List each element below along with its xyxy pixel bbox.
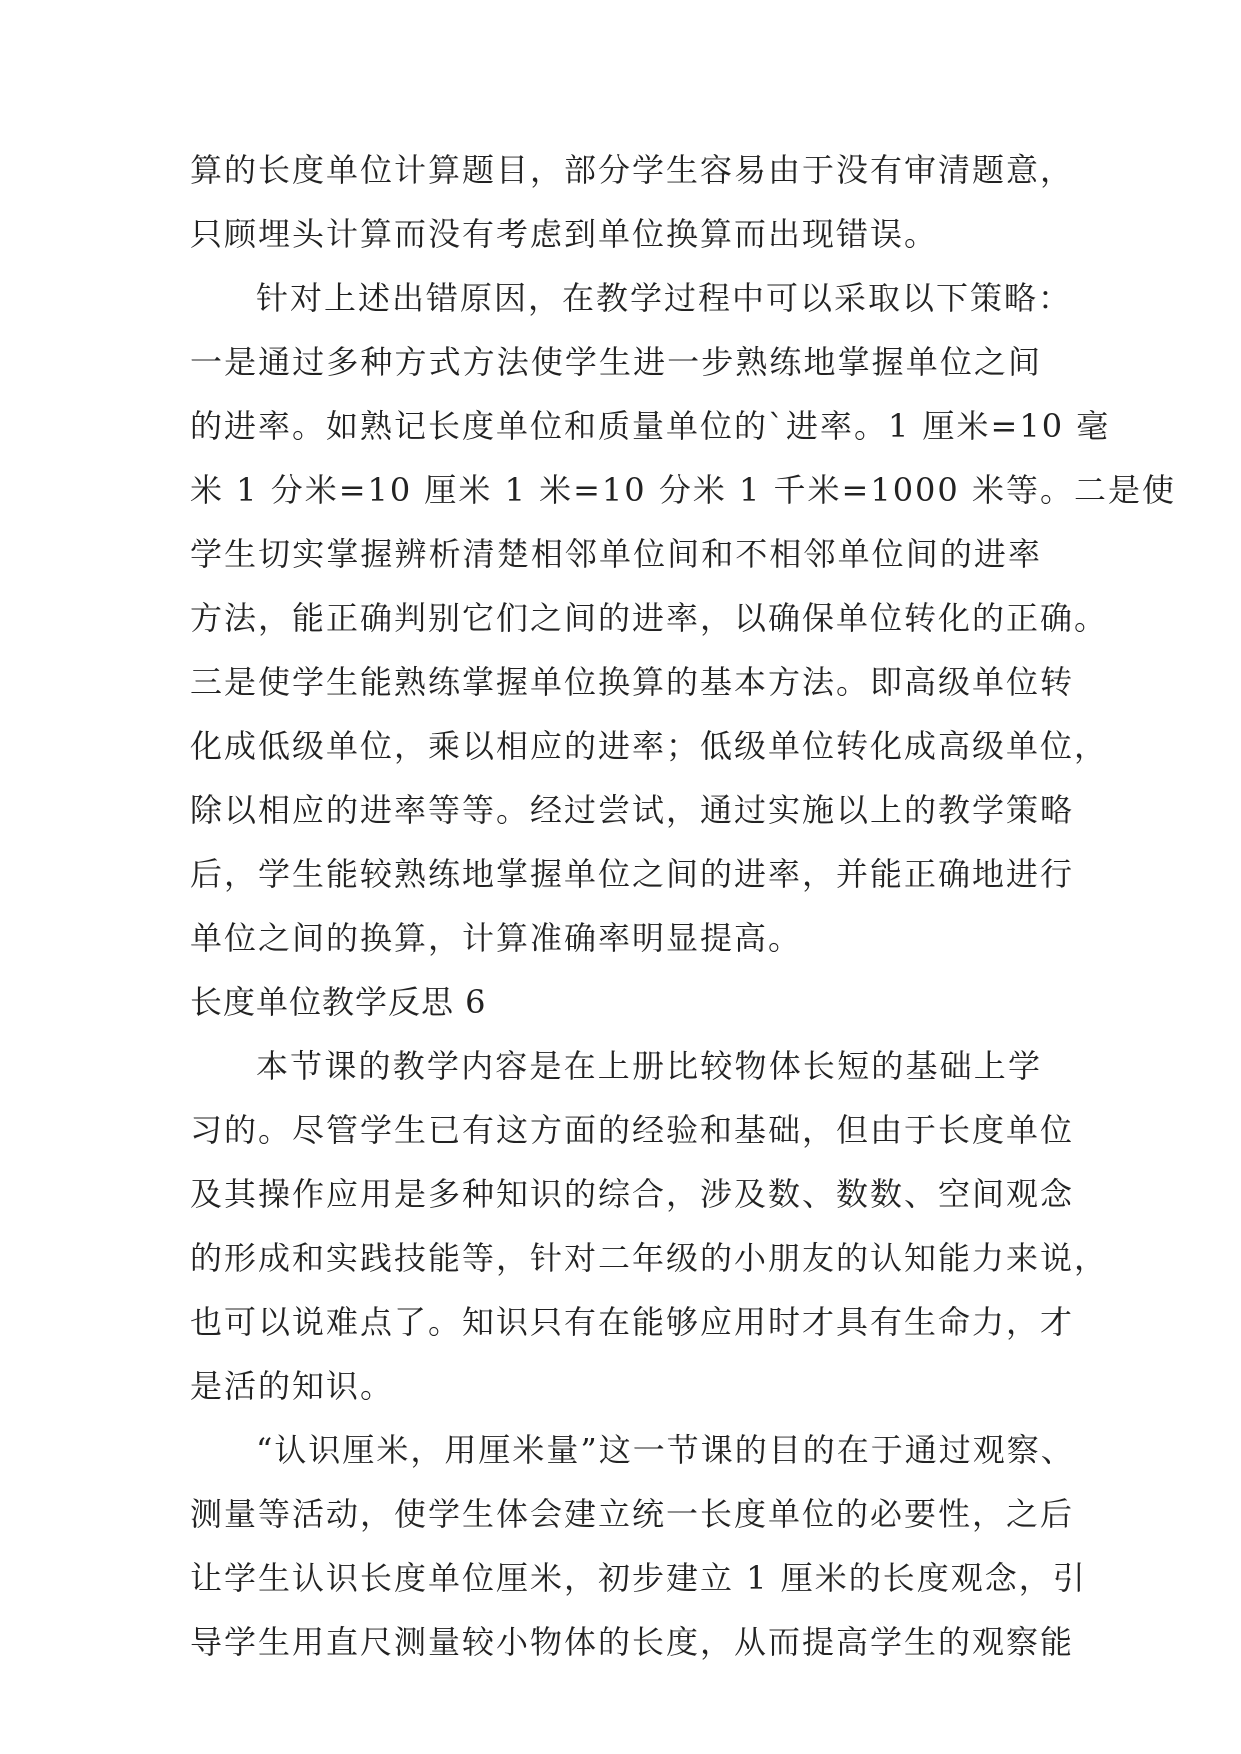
text-line: 让学生认识长度单位厘米，初步建立 1 厘米的长度观念，引 [190, 1559, 1087, 1597]
text-line: 化成低级单位，乘以相应的进率；低级单位转化成高级单位， [190, 727, 1109, 765]
text-line: 三是使学生能熟练掌握单位换算的基本方法。即高级单位转 [190, 663, 1075, 701]
text-line: 及其操作应用是多种知识的综合，涉及数、数数、空间观念 [190, 1175, 1075, 1213]
text-line: 习的。尽管学生已有这方面的经验和基础，但由于长度单位 [190, 1111, 1075, 1149]
text-line: 除以相应的进率等等。经过尝试，通过实施以上的教学策略 [190, 791, 1075, 829]
text-line: 方法，能正确判别它们之间的进率，以确保单位转化的正确。 [190, 599, 1109, 637]
text-line: 是活的知识。 [190, 1367, 395, 1405]
text-line: “认识厘米，用厘米量”这一节课的目的在于通过观察、 [256, 1431, 1075, 1469]
text-line: 一是通过多种方式方法使学生进一步熟练地掌握单位之间 [190, 343, 1042, 381]
text-line: 算的长度单位计算题目，部分学生容易由于没有审清题意， [190, 151, 1075, 189]
text-line: 单位之间的换算，计算准确率明显提高。 [190, 919, 803, 957]
text-line: 本节课的教学内容是在上册比较物体长短的基础上学 [256, 1047, 1042, 1085]
text-line: 后，学生能较熟练地掌握单位之间的进率，并能正确地进行 [190, 855, 1075, 893]
text-line: 测量等活动，使学生体会建立统一长度单位的必要性，之后 [190, 1495, 1075, 1533]
text-line: 学生切实掌握辨析清楚相邻单位间和不相邻单位间的进率 [190, 535, 1042, 573]
text-line: 只顾埋头计算而没有考虑到单位换算而出现错误。 [190, 215, 939, 253]
text-line: 针对上述出错原因，在教学过程中可以采取以下策略： [256, 279, 1073, 317]
text-line: 导学生用直尺测量较小物体的长度，从而提高学生的观察能 [190, 1623, 1075, 1661]
text-line: 的进率。如熟记长度单位和质量单位的`进率。1 厘米=10 毫 [190, 407, 1111, 445]
text-line: 米 1 分米=10 厘米 1 米=10 分米 1 千米=1000 米等。二是使 [190, 471, 1176, 509]
text-line: 也可以说难点了。知识只有在能够应用时才具有生命力，才 [190, 1303, 1075, 1341]
section-heading: 长度单位教学反思 6 [190, 983, 487, 1021]
text-line: 的形成和实践技能等，针对二年级的小朋友的认知能力来说， [190, 1239, 1109, 1277]
